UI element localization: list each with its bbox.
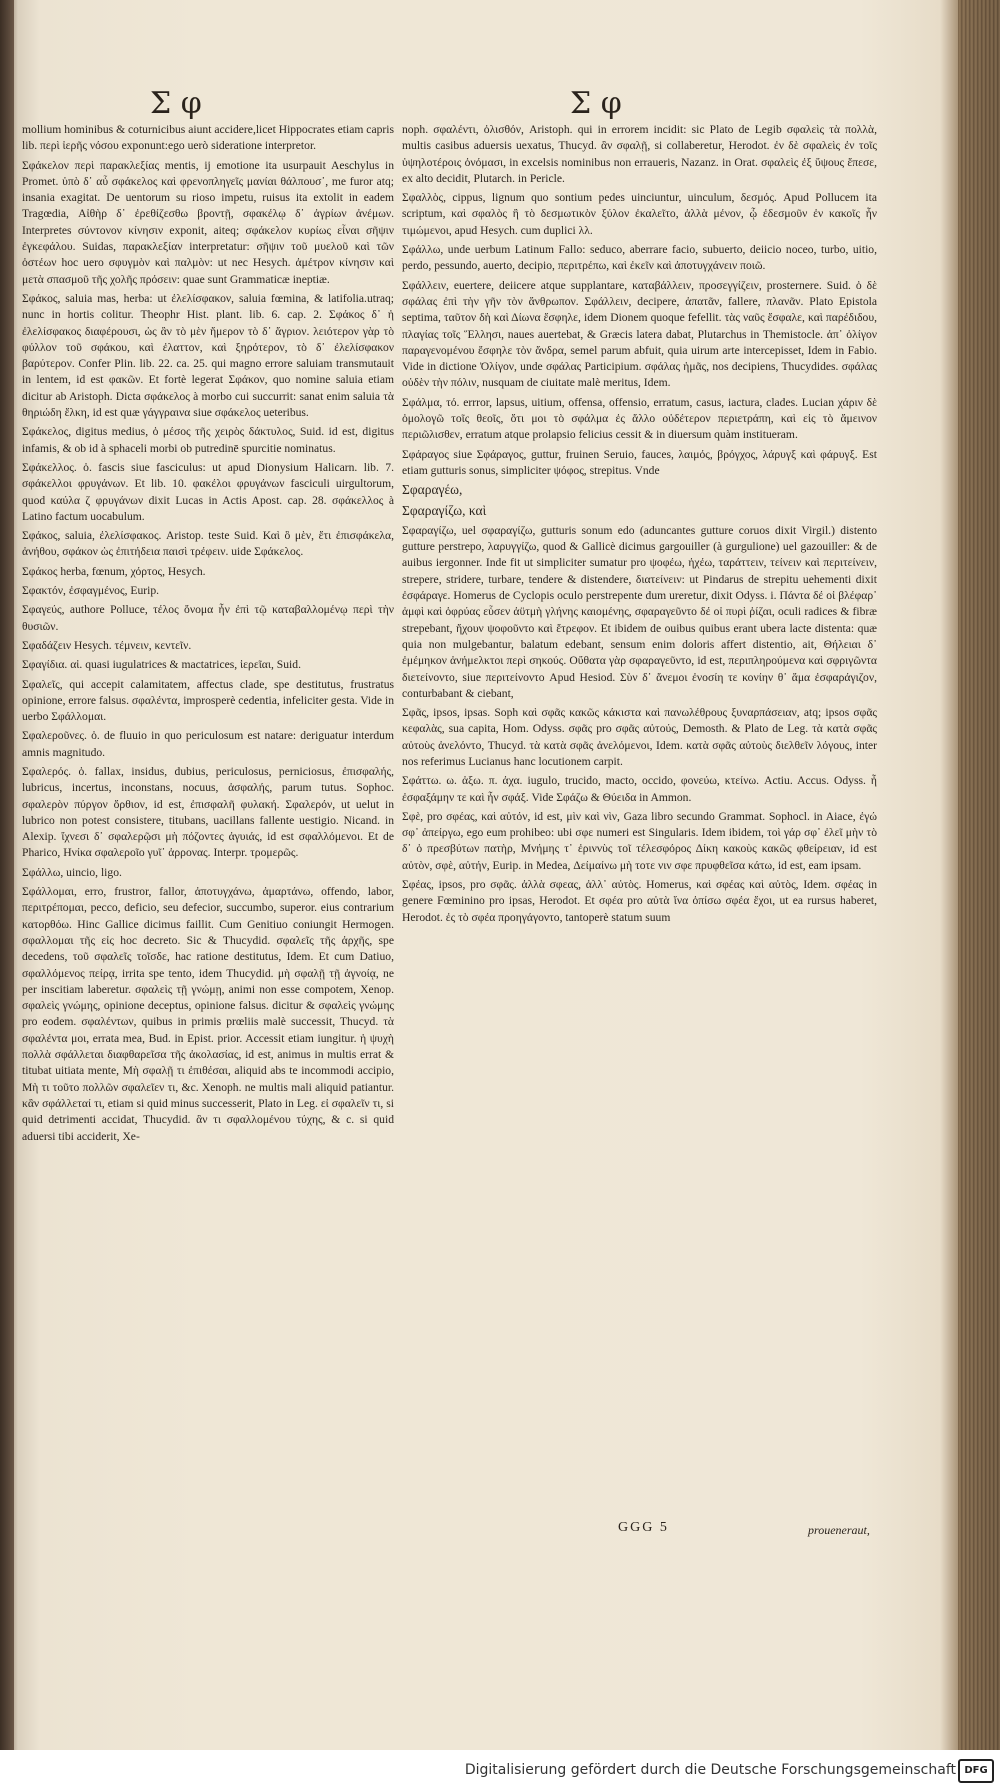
left-entry: Σφαλεῖς, qui accepit calamitatem, affectus clade, spe destitutus, frustratus opinione, errore falsus. σφαλέντα, improsperè cedentia, infeliciter gesta. Vide in uerbo Σφάλλομαι. (22, 677, 394, 724)
right-entry: Σφαραγέω, (402, 482, 463, 498)
left-entry: Σφάλλομαι, erro, frustror, fallor, ἀποτυγχάνω, ἁμαρτάνω, offendo, labor, περιτρέπομαι, pecco, deficio, seu defecior, succumbo, superor. eius contrarium κατορθόω. Hinc Gallice dicimus faillit. Cum Genitiuo coniungit Hermogen. σφαλλομαι τῆς εἰς hoc decreto. Sic & Thucydid. σφαλεῖς τῆς ἀρχῆς, spe decedens, τοῦ σφαλεῖς τοῖσδε, hac ratione destitutus, Idem. Et cum Datiuo, σφαλλόμενος πείρᾳ, irrita spe tento, idem Thucydid. μὴ σφαλῇ τῇ ἀγνοίᾳ, ne per inscitiam laberetur. σφαλεὶς τῇ γνώμῃ, animi non esse compotem, Xenop. σφαλεὶς γνώμης, opinione deceptus, opinione falsus. dicitur & σφαλεὶς γνώμης pro eodem. σφαλέντων, quibus in primis prœliis malè successit, Thucyd. τὰ σφαλέντα μοι, errata mea, Bud. in Epist. prior. Accessit etiam iungitur. ἡ ψυχὴ πολλὰ σφάλλεται διαφθαρεῖσα τῆς ἀκολασίας, id est, animus in multis errat & titubat uitiata mente, Μὴ σφαλῇ τι ἐπιθέσαι, aliquid abs te incommodi accipio, Μὴ τι τοῦτο πολλῶν σφαλεῖεν τι, &c. Xenoph. ne multis mali aliquid patiantur. κἂν σφάλλεταί τι, etiam si quid minus successerit, Plato in Leg. εἰ σφαλεῖν τι, si quid detrimenti accidat, Thucydid. ἂν τι σφαλλομένου τύχης, & c. si quid aduersi tibi acciderit, Xe- (22, 885, 394, 1143)
book-fore-edge (958, 0, 1000, 1791)
left-column (22, 122, 394, 1532)
dfg-logo: DFG (958, 1759, 994, 1783)
right-entry: Σφάττω. ω. ἀξω. π. ἀχα. iugulo, trucido, macto, occido, φονεύω, κτείνω. Actiu. Accus. Odyss. ἦ ἐσφαξάμην τε καὶ ἦν σφάξ. Vide Σφάζω & Θύειδα in Ammon. (402, 774, 877, 804)
left-entry: Σφαγίδια. αἱ. quasi iugulatrices & mactatrices, ἱερεῖαι, Suid. (22, 658, 301, 672)
left-entry: Σφάκος, saluia, ἐλελίσφακος. Aristop. teste Suid. Καὶ ὃ μὲν, ἔτι ἐπισφάκελα, ἀνήθου, σφάκον ὡς ἐπιτήδεια παισὶ τρέφειν. uide Σφάκελος. (22, 529, 394, 559)
page-header-right: Σ φ (570, 86, 622, 121)
left-entry: Σφάκελον περὶ παρακλεξίας mentis, ij emotione ita usurpauit Aeschylus in Promet. ὑπὸ δ᾽ αὖ σφάκελος καὶ φρενοπληγεῖς μανίαι θάλπουσ᾽, me furor atq; insania exagitat. De uentorum su rioso impetu, ruisus ita extolit in eadem Tragœdia, Αἰθὴρ δ᾽ ἐρεθίζεσθω βροντῇ, σφακέλῳ δ᾽ ἀγρίων ἀνέμων. Interpretes σύντονον κίνησιν exponit, aiteq; σφάκελον κυρίως εἶναι σῆψιν ἐγκεφάλου. Suidas, παρακλεξίαν interpretatur: σῆψιν τοῦ μυελοῦ καὶ τῶν ὀστέων hoc uero σφυγμὸν καὶ παλμὸν: ut nec Hesych. ἀμέτρον κίνησιν καὶ μετὰ σπασμοῦ τῆς χολῆς πρόσειν: quae sunt Grammaticæ ineptiæ. (22, 158, 394, 286)
right-entry: Σφᾶς, ipsos, ipsas. Soph καὶ σφᾶς κακῶς κάκιστα καὶ πανωλέθρους ξυναρπάσειαν, atq; ipsos σφᾶς κεφαλὰς, sua capita, Hom. Odyss. σφᾶς pro σφᾶς αὐτούς, Demosth. & Plato de Leg. τὰ κατὰ σφᾶς αὐτοὺς ἀνελόντο, Thucyd. τὰ κατὰ σφᾶς ἀνελόμενοι, Idem. κατὰ σφᾶς αὐτοὺς διελθεῖν λόγους, inter nos referimus Lucianus hanc locutionem carpit. (402, 706, 877, 768)
left-entry: Σφάκος herba, fœnum, χόρτος, Hesych. (22, 564, 206, 578)
right-entry: Σφάλλειν, euertere, deiicere atque supplantare, καταβάλλειν, προσεγγίζειν, prosternere. Suid. ὁ δὲ σφάλας ἐπὶ τὴν γῆν τὸν ἄνθρωπον. Σφάλλειν, decipere, ἀπατᾶν, fallere, πλανᾶν. Plato Epistola septima, ταῦτον δὴ καὶ Δίωνα ἔσφηλε, idem Dionem quoque fefellit. τὰς ναῦς ἔσφαλε, καὶ παρέδιδου, πλαγίας τοῖς Ἕλλησι, naues auertebat, & Græcis latera dabat, Plutarchus in Themistocle. ἀπ᾽ ὀλίγον παραγενομένου ἔσφηλε τὸν ἄνδρα, semel parum abfuit, quia uirum arte intercepisset, Idem in Fabio. Vide in dictione Ὀλίγον, unde σφάλας Participium. σφάλας ἡμᾶς, nos decipiens, Thucydides. σφάλας οὐδὲν τὴν πόλιν, nusquam de ciuitate malè meritus, Idem. (402, 278, 877, 390)
footer-text: Digitalisierung gefördert durch die Deutsche Forschungsgemeinschaft (464, 1762, 956, 1778)
digitization-footer (0, 1750, 1000, 1791)
right-entry: Σφάραγος siue Σφάραγος, guttur, fruinen Seruio, fauces, λαιμός, βρόγχος, λάρυγξ καὶ φάρυγξ. Est etiam gutturis sonus, simpliciter ψόφος, strepitus. Vnde (402, 447, 877, 477)
left-entry: Σφακτόν, ἐσφαγμένος, Eurip. (22, 584, 160, 598)
right-entry: noph. σφαλέντι, ὀλισθόν, Aristoph. qui in errorem incidit: sic Plato de Legib σφαλεὶς τὰ πολλὰ, multis casibus aduersis uexatus, Thucyd. ἂν σφαλῇ, si collaberetur, Herodot. ἐν δὲ σφαλεὶς ἐν τοῖς ὑψηλοτέροις ὀνόμασι, in excelsis nominibus non erraueris, Nazanz. in Orat. σφαλεὶς ἐξ ὕψους ἔπεσε, ex alto decidit, Plutarch. in Pericle. (402, 123, 877, 185)
left-entry: Σφάλλω, uincio, ligo. (22, 865, 122, 879)
signature-mark: GGG 5 (618, 1520, 669, 1535)
right-entry: Σφάλλω, unde uerbum Latinum Fallo: seduco, aberrare facio, subuerto, deiicio noceo, turbo, uitio, perdo, pessundo, auerto, decipio, περιτρέπω, καὶ ἐκεῖν καὶ ἀποτυγχάνειν ποιῶ. (402, 243, 877, 273)
right-entry: Σφὲ, pro σφέας, καὶ αὐτόν, id est, μὶν καὶ νὶν, Gaza libro secundo Grammat. Sophocl. in Aiace, ἐγώ σφ᾽ ἀπείργω, ego eum prohibeo: ubi σφε numeri est Singularis. Idem ibidem, τοὶ γάρ σφ᾽ ἐλεῖ μὴν τὸ δ᾽ ὁ πρεσβύτων πατὴρ, Μνήμης τ᾽ ἐριννὺς τοῖ τέλεσφόρος Δίκη κακοὺς κακῶς φθείρειαν, id est αὐτὸν, σφὲ, αὐτήν, Eurip. in Medea, Δείμαίνω μὴ τοτε νιν σφε πρυφθεῖσα κάτω, id est, eam ipsam. (402, 809, 877, 872)
right-entry: Σφαραγίζω, uel σφαραγίζω, gutturis sonum edo (aduncantes gutture coruos dixit Virgil.) distento gutture perstrepo, λαρυγγίζω, quod & Gallicè dicimus gargouiller (à gurgulione) uel gazouiller: & de auibus iergonner. Inde fit ut simpliciter sumatur pro ψοφέω, ἠχέω, ταράττειν, τείνειν καὶ περιτείνειν, strepere, stridere, turbare, tendere & distendere, διατείνειν: ut Pindarus de strepitu uehementi dixit ἐσφάραγε. Homerus de Cyclopis oculo perstrepente dum ureretur, dixit Odyss. i. Πάντα δέ οἱ βλέφαρ᾽ ἀμφὶ καὶ ὀφρύας εὗσεν ἀϋτμὴ γλήνης καιομένης, σφαραγεῦντο δέ οἱ πυρὶ ῥίζαι, oculi radices & fibræ strepebant, ἤχουν ψοφοῦντο καὶ ἔτρεφον. Et ibidem de ouibus quibus erant ubera lacte distenta: quæ quia non mulgebantur, balatum edebant, sensum enim doloris affert distentio, ait, Θήλειαι δ᾽ ἐμέμηκον ἀνήμελκτοι περὶ σηκούς. Οὔθατα γὰρ σφαραγεῦντο, id est, περιπληρούμενα καὶ σφριγῶντα διετείνοντο, siue περιτείνοντο Apud Hesiod. Σὺν δ᾽ ἄνεμοι ἐνοσίη τε κονίην θ᾽ ἅμα ἐσφαράγιζον, conturbabant & ciebant, (402, 523, 877, 700)
page-header-left: Σ φ (150, 86, 202, 121)
right-entry: Σφαραγίζω, καὶ (402, 502, 487, 518)
right-column (402, 122, 877, 1517)
book-spine-edge (0, 0, 14, 1791)
left-entry: Σφαδάζειν Hesych. τέμνειν, κεντεῖν. (22, 638, 192, 652)
left-entry: Σφάκελος, digitus medius, ὁ μέσος τῆς χειρὸς δάκτυλος, Suid. id est, digitus infamis, & ob id à sphaceli morbi ob putredinē spurcitie nominatus. (22, 425, 394, 455)
right-entry: Σφάλμα, τό. errror, lapsus, uitium, offensa, offensio, erratum, casus, iactura, clades. Lucian χάριν δὲ ὁμολογῶ τοῖς θεοῖς, ὅτι μοι τὸ σφάλμα ἐς ἄλλο οὐδέτερον περιετράπη, καὶ εἰς τὸ ἄμεινον περιῶλισθεν, erratum atque prolapsio felicius cessit & in diuersum quàm institueram. (402, 395, 877, 442)
left-entry: Σφαγεύς, authore Polluce, τέλος ὄνομα ἦν ἐπὶ τῷ καταβαλλομένῳ περὶ τὴν θυσιῶν. (22, 603, 394, 633)
left-entry: Σφαλεροῦνες. ὁ. de fluuio in quo periculosum est natare: deriguatur interdum amnis magnitudo. (22, 729, 394, 759)
left-entry: Σφάκος, saluia mas, herba: ut ἐλελίσφακον, saluia fœmina, & latifolia.utraq; nunc in hortis colitur. Theophr Hist. plant. lib. 6. cap. 2. Σφάκος δ᾽ ἡ ἐλελίσφακος διαφέρουσι, ὡς ἂν τὸ μὲν ἥμερον τὸ δ᾽ ἄγριον. λειότερον γὰρ τὸ φύλλον τοῦ σφάκου, καὶ ἐλαττον, καὶ ξηρότερον, τὸ δ᾽ ἐλελίσφακον βαρύτερον. Confer Plin. lib. 22. ca. 25. qui magno errore saluiam transmutauit in lentem, id est φακῶν. Et fortè legerat Σφάκον, quo nomine saluia etiam dicitur ab Aristoph. Dicta σφάκελος à morbo cui succurrit: sanat enim saluia τὰ θηριώδη ἕλκη, id est quæ γάγγραινα siue σφάκελος ueteribus. (22, 291, 394, 420)
catchword: proueneraut, (808, 1523, 870, 1537)
right-entry: Σφέας, ipsos, pro σφᾶς. ἀλλὰ σφεας, ἀλλ᾽ αὐτὸς. Homerus, καὶ σφέας καὶ αὐτὸς, Idem. σφέας in genere Fœminino pro ipsas, Herodot. Et σφέα pro αὐτὰ ἵνα ὀπίσω σφέα ἔχοι, ut ea rursus haberet, Herodot. ἐς τὸ σφέα προηγάγοντο, tantoperè statum suum (402, 878, 877, 924)
left-entry: Σφάκελλος. ὁ. fascis siue fasciculus: ut apud Dionysium Halicarn. lib. 7. σφάκελλοι φρυγάνων. Et lib. 10. φακέλοι φρυγάνων fasciculi uirgultorum, quod καύλα ζ φρυγάνων dixit Lucas in Actis Apost. cap. 28. σφάκελλος à Latino factum uocabulum. (22, 460, 394, 523)
left-entry: Σφαλερός. ὁ. fallax, insidus, dubius, periculosus, perniciosus, ἐπισφαλής, lubricus, incertus, inconstans, nocuus, ἀσφαλής, parum tutus. Sophoc. σφαλερὸν πύργον ὄρθιον, id est, ἐπισφαλῆ φυλακή. Σφαλερόν, ut uelut in lubrico non potest consistere, titubans, uacillans fallente uestigio. Nicand. in Alexip. ἴχνεσι δ᾽ σφαλερῷσι μὴ πόζοντες ἀγυιάς, id est σφαλλόμενοι. Et de Pharico, Ηνίκα σφαλεροῖο γυῖ᾽ ἀρρονας. Interpr. τρομερῶς. (22, 764, 394, 860)
left-entry: mollium hominibus & coturnicibus aiunt accidere,licet Hippocrates etiam capris lib. περὶ ἱερῆς νόσου exponunt:ego uerò sideratione interpretor. (22, 123, 394, 153)
right-entry: Σφαλλὸς, cippus, lignum quo sontium pedes uinciuntur, uinculum, δεσμός. Apud Pollucem ita scriptum, καὶ σφαλὸς ἢ τὸ δεσμωτικὸν ξύλον ἐκαλεῖτο, ἀλλὰ μένον, ᾧ ἐδεσμοῦν ἐν κακοῖς ἦν τιμώμενοι, apud Hesych. cum duplici λλ. (402, 191, 877, 237)
